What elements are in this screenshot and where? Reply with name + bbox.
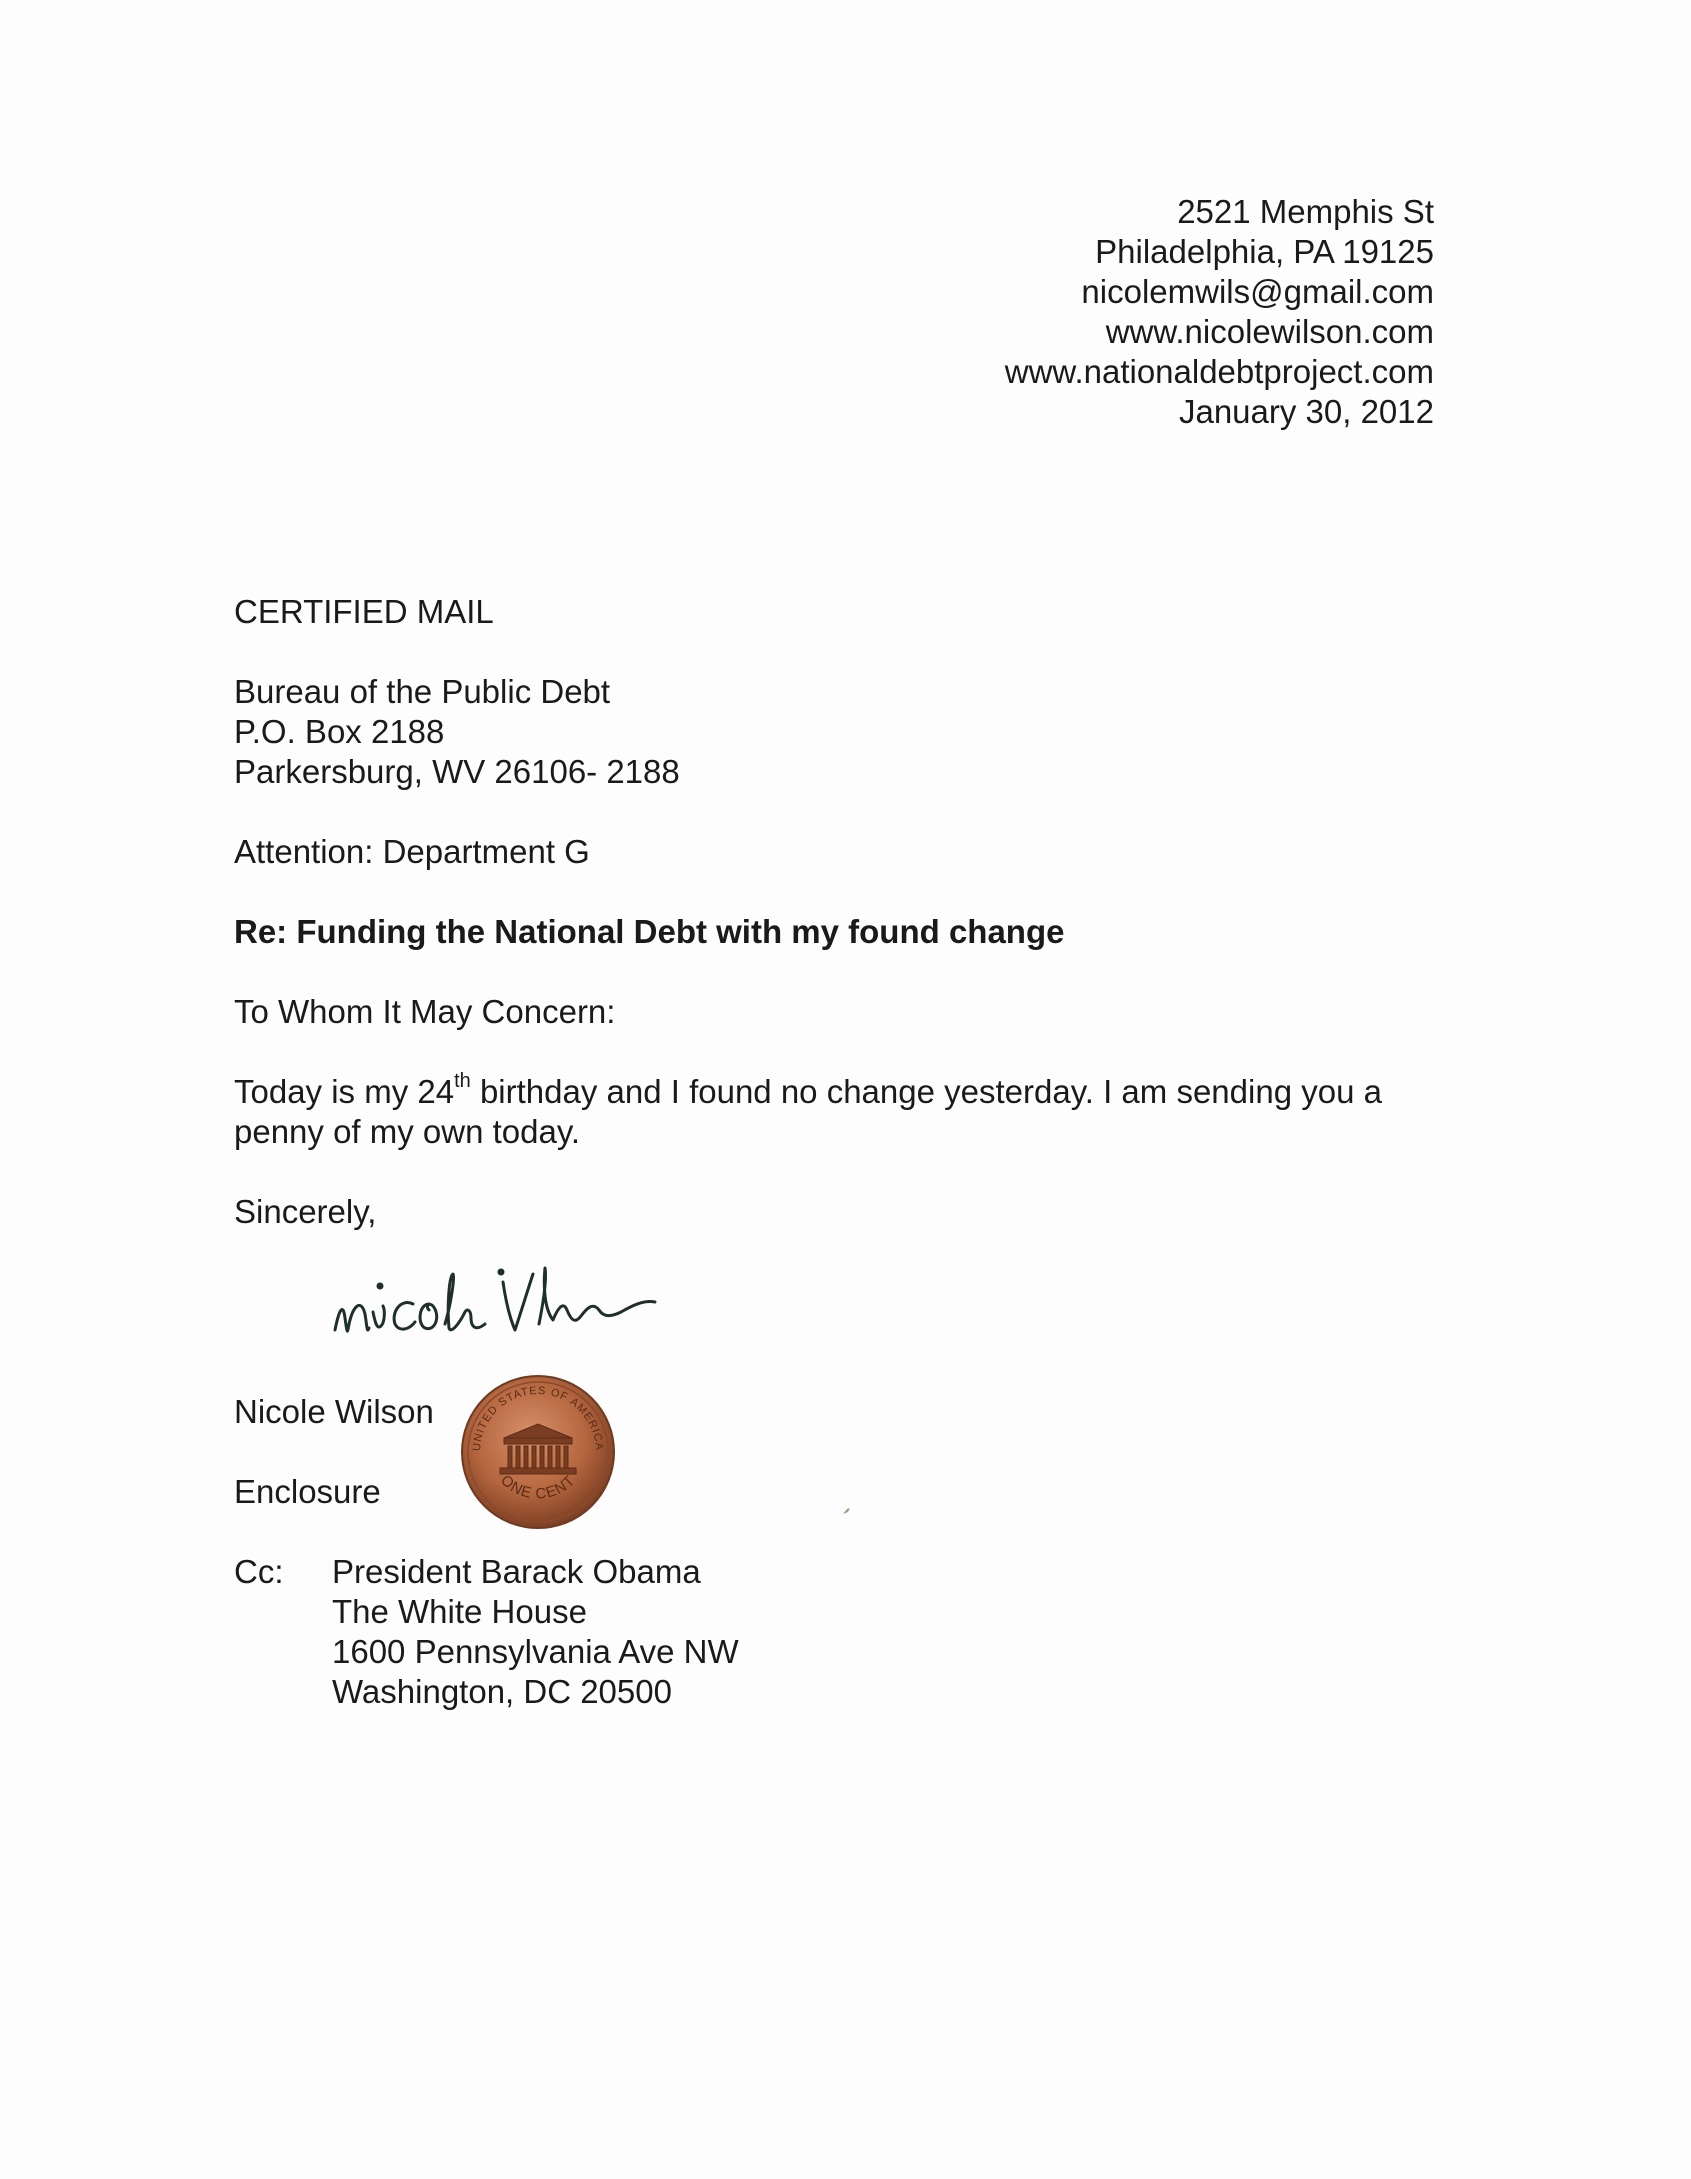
paper-speck [842,1506,852,1516]
enclosure-label: Enclosure [234,1473,381,1510]
body-text-part1: Today is my 24 [234,1073,455,1110]
cc-line-3: 1600 Pennsylvania Ave NW [332,1633,739,1670]
handwritten-signature [325,1240,725,1360]
recipient-po-box: P.O. Box 2188 [234,713,445,750]
signer-name: Nicole Wilson [234,1393,434,1430]
recipient-name: Bureau of the Public Debt [234,673,611,710]
letter-body-block [234,592,1464,1232]
body-paragraph [234,1072,1424,1152]
cc-line-1: President Barack Obama [332,1553,701,1590]
sender-street: 2521 Memphis St [1177,193,1434,230]
sender-address-block [1005,192,1434,432]
penny-bottom-text: ONE CENT [497,1471,579,1503]
mail-type: CERTIFIED MAIL [234,593,494,630]
salutation: To Whom It May Concern: [234,993,616,1030]
penny-coin-image [458,1372,618,1532]
body-text-part2: birthday and I found no change yesterday. I am sending you a penny of my own today. [234,1073,1382,1150]
penny-top-text: UNITED STATES OF AMERICA [470,1384,606,1452]
cc-line-4: Washington, DC 20500 [332,1673,672,1710]
cc-line-2: The White House [332,1593,587,1630]
subject-line: Re: Funding the National Debt with my found change [234,913,1065,950]
cc-label: Cc: [234,1553,284,1590]
letter-date: January 30, 2012 [1178,393,1434,430]
sender-city-state-zip: Philadelphia, PA 19125 [1095,233,1434,270]
cc-recipient-lines [332,1552,739,1712]
sender-website-2: www.nationaldebtproject.com [1004,353,1434,390]
sender-website-1: www.nicolewilson.com [1105,313,1434,350]
attention-line: Attention: Department G [234,833,590,870]
recipient-city-state-zip: Parkersburg, WV 26106- 2188 [234,753,680,790]
body-superscript: th [454,1070,471,1092]
sender-email: nicolemwils@gmail.com [1081,273,1434,310]
closing: Sincerely, [234,1193,377,1230]
